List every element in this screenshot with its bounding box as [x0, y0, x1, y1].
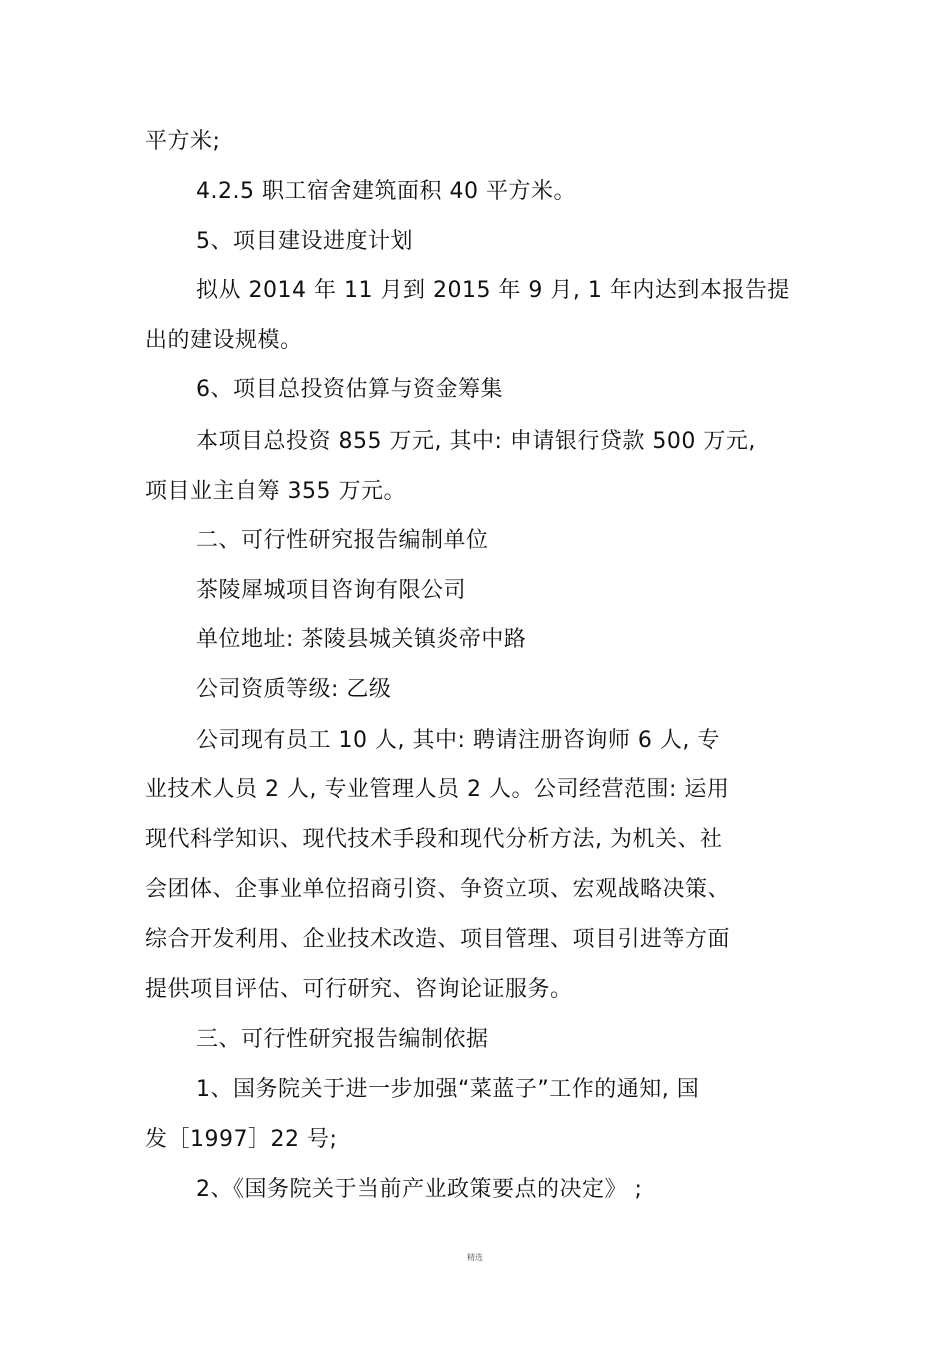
section-heading-3: 三、可行性研究报告编制依据 — [196, 1027, 489, 1052]
text-line-11: 单位地址: 茶陵县城关镇炎帝中路 — [196, 627, 527, 652]
section-heading-5: 5、项目建设进度计划 — [196, 229, 413, 254]
text-line-14: 业技术人员 2 人, 专业管理人员 2 人。公司经营范围: 运用 — [145, 777, 730, 802]
text-line-4: 拟从 2014 年 11 月到 2015 年 9 月, 1 年内达到本报告提 — [196, 278, 790, 303]
text-line-18: 提供项目评估、可行研究、咨询论证服务。 — [145, 977, 573, 1002]
text-line-12: 公司资质等级: 乙级 — [196, 677, 392, 702]
text-line-16: 会团体、企事业单位招商引资、争资立项、宏观战略决策、 — [145, 877, 731, 902]
text-line-20: 1、国务院关于进一步加强“菜蓝子”工作的通知, 国 — [196, 1077, 700, 1102]
text-line-1: 平方米; — [145, 129, 221, 154]
section-heading-2: 二、可行性研究报告编制单位 — [196, 528, 489, 553]
text-line-22: 2、《国务院关于当前产业政策要点的决定》 ; — [196, 1177, 643, 1202]
text-line-15: 现代科学知识、现代技术手段和现代分析方法, 为机关、社 — [145, 827, 723, 852]
text-line-21: 发［1997］22 号; — [145, 1127, 338, 1152]
text-line-2: 4.2.5 职工宿舍建筑面积 40 平方米。 — [196, 179, 576, 204]
section-heading-6: 6、项目总投资估算与资金筹集 — [196, 377, 503, 402]
text-line-13: 公司现有员工 10 人, 其中: 聘请注册咨询师 6 人, 专 — [196, 728, 720, 753]
page-footer: 精选 — [467, 1253, 483, 1262]
text-line-10: 茶陵犀城项目咨询有限公司 — [196, 578, 467, 603]
text-line-7: 本项目总投资 855 万元, 其中: 申请银行贷款 500 万元, — [196, 429, 756, 454]
text-line-17: 综合开发利用、企业技术改造、项目管理、项目引进等方面 — [145, 927, 731, 952]
text-line-5: 出的建设规模。 — [145, 328, 303, 353]
text-line-8: 项目业主自筹 355 万元。 — [145, 479, 406, 504]
